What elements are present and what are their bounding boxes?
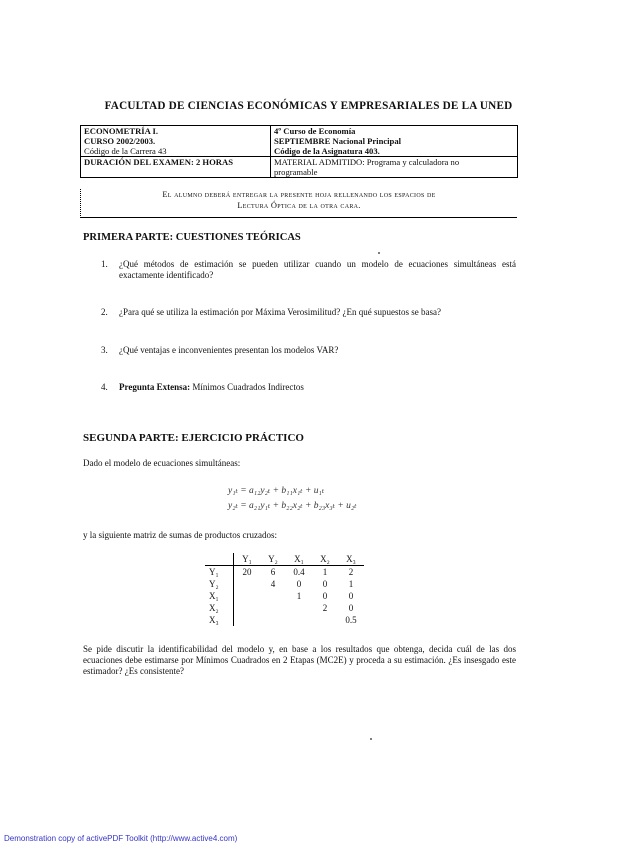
matrix-row-label: X₃ — [205, 614, 234, 626]
question-1 — [101, 259, 516, 281]
matrix-col-header: Y₂ — [260, 553, 286, 566]
allowed-material — [271, 157, 518, 178]
allowed-material-line1: MATERIAL ADMITIDO: Programa y calculadora no — [274, 157, 460, 167]
exam-session: SEPTIEMBRE Nacional Principal — [274, 136, 402, 146]
notice-line1: El alumno deberá entregar la presente hoja rellenando los espacios de — [162, 190, 436, 199]
exam-duration: DURACIÓN DEL EXAMEN: 2 HORAS — [81, 157, 271, 178]
matrix-cell — [260, 590, 286, 602]
matrix-row-label: X₂ — [205, 602, 234, 614]
matrix-cell — [286, 614, 312, 626]
matrix-col-header: Y₁ — [234, 553, 261, 566]
question-number: 3. — [101, 345, 108, 355]
matrix-cell: 1 — [296, 591, 302, 601]
question-text: ¿Qué métodos de estimación se pueden utilizar cuando un modelo de ecuaciones simultáneas está exactamente identificado? — [119, 259, 516, 280]
matrix-cell: 1 — [322, 567, 328, 577]
instructions-notice — [80, 189, 517, 218]
matrix-intro: y la siguiente matriz de sumas de productos cruzados: — [83, 530, 277, 540]
matrix-cell: 20 — [242, 567, 252, 577]
matrix-cell: 0 — [322, 579, 328, 589]
matrix-cell: 0 — [322, 591, 328, 601]
subject-code: Código de la Asignatura 403. — [274, 146, 380, 156]
question-number: 2. — [101, 307, 108, 317]
matrix-cell — [312, 614, 338, 626]
notice-line2: Lectura Óptica de la otra cara. — [237, 201, 361, 210]
equation-2: y₂ₜ = a₂₁y₁ₜ + b₂₂x₂ₜ + b₂₃x₃ₜ + u₂ₜ — [228, 501, 357, 511]
part1-heading: PRIMERA PARTE: CUESTIONES TEÓRICAS — [83, 232, 301, 243]
matrix-row-label: X₁ — [205, 590, 234, 602]
matrix-cell: 4 — [270, 579, 276, 589]
exercise-instructions: Se pide discutir la identificabilidad del modelo y, en base a los resultados que obtenga, decida cuál de las dos ecuaciones debe estimarse por Mínimos Cuadrados en 2 Etapas (MC2E) y proceda a su estimación. ¿Es insesgado este estimador? ¿Es consistente? — [83, 644, 516, 676]
question-3 — [101, 345, 516, 356]
matrix-cell: 2 — [348, 567, 354, 577]
matrix-cell: 0.4 — [293, 567, 305, 577]
question-tag: Pregunta Extensa: — [119, 382, 191, 392]
question-topic: Mínimos Cuadrados Indirectos — [192, 382, 304, 392]
degree-code: Código de la Carrera 43 — [84, 146, 167, 156]
matrix-cell: 1 — [348, 579, 354, 589]
matrix-cell — [234, 614, 261, 626]
scan-speck — [370, 738, 372, 740]
watermark-footer: Demonstration copy of activePDF Toolkit (http://www.active4.com) — [4, 834, 238, 843]
model-intro: Dado el modelo de ecuaciones simultáneas: — [83, 458, 241, 468]
matrix-col-header: X₂ — [312, 553, 338, 566]
part2-heading: SEGUNDA PARTE: EJERCICIO PRÁCTICO — [83, 432, 304, 444]
cross-products-matrix — [205, 553, 364, 626]
matrix-corner — [205, 553, 234, 566]
question-number: 1. — [101, 259, 108, 269]
matrix-col-header: X₃ — [338, 553, 364, 566]
page-title: FACULTAD DE CIENCIAS ECONÓMICAS Y EMPRESARIALES DE LA UNED — [104, 100, 513, 112]
course-name: ECONOMETRÍA I. — [84, 126, 159, 136]
equation-1: y₁ₜ = a₁₂y₂ₜ + b₁₁x₁ₜ + u₁ₜ — [228, 486, 325, 496]
subject-level: 4º Curso de Economía — [274, 126, 356, 136]
question-4 — [101, 382, 516, 393]
matrix-row-label: Y₂ — [205, 578, 234, 590]
matrix-cell: 2 — [322, 603, 328, 613]
matrix-cell: 0 — [348, 591, 354, 601]
scan-speck — [378, 252, 380, 254]
matrix-cell — [234, 578, 261, 590]
matrix-cell — [260, 602, 286, 614]
matrix-cell — [260, 614, 286, 626]
matrix-cell: 0 — [348, 603, 354, 613]
question-text — [119, 382, 516, 393]
course-info — [81, 126, 271, 157]
question-2 — [101, 307, 516, 318]
matrix-cell: 6 — [270, 567, 276, 577]
exam-header-table — [80, 125, 518, 178]
question-text: ¿Qué ventajas e inconvenientes presentan los modelos VAR? — [119, 345, 339, 355]
matrix-cell — [286, 602, 312, 614]
question-number: 4. — [101, 382, 108, 392]
course-year: CURSO 2002/2003. — [84, 136, 156, 146]
matrix-cell — [234, 590, 261, 602]
matrix-cell — [234, 602, 261, 614]
allowed-material-line2: programable — [274, 167, 318, 177]
question-text: ¿Para qué se utiliza la estimación por Máxima Verosimilitud? ¿En qué supuestos se basa? — [119, 307, 441, 317]
matrix-cell: 0.5 — [345, 615, 357, 625]
subject-info — [271, 126, 518, 157]
matrix-col-header: X₁ — [286, 553, 312, 566]
matrix-cell: 0 — [296, 579, 302, 589]
matrix-row-label: Y₁ — [205, 566, 234, 579]
